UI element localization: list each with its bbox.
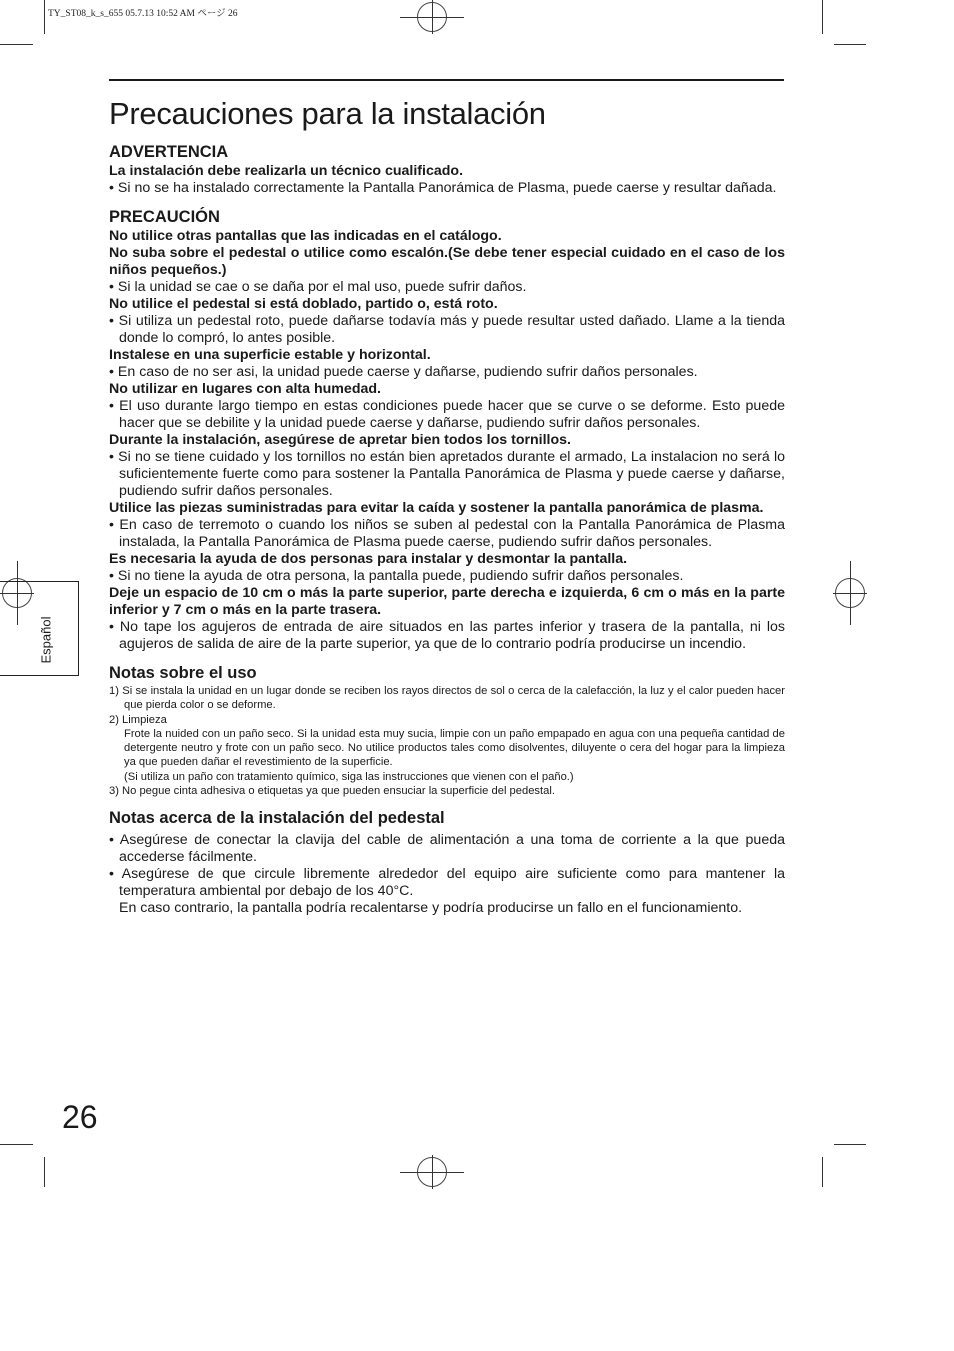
- registration-line: [432, 0, 433, 34]
- bullet-item: • Si no se tiene cuidado y los tornillos no están bien apretados durante el armado, La instalacion no será lo suficientemente fuerte como para sostener la Pantalla Panorámica de Plasma y puede caerse y dañarse, pudiendo sufrir daños personales.: [109, 449, 785, 499]
- crop-mark: [834, 1144, 866, 1145]
- bold-statement: No utilice el pedestal si está doblado, partido o, está roto.: [109, 296, 498, 312]
- bullet-item: • No tape los agujeros de entrada de aire situados en las partes inferior y trasera de la pantalla, ni los agujeros de salida de aire de la parte superior, ya que de lo contrario podría producirse un incendio.: [109, 619, 785, 652]
- notas-pedestal-section: [109, 807, 785, 917]
- precaucion-section: [109, 206, 785, 653]
- bold-statement: La instalación debe realizarla un técnico cualificado.: [109, 163, 464, 179]
- language-tab-label: Español: [38, 616, 54, 664]
- precaucion-items: [109, 228, 785, 653]
- bullet-item: • En caso de terremoto o cuando los niños se suben al pedestal con la Pantalla Panorámica de Plasma instalada, la Pantalla Panorámica de Plasma puede caerse, pudiendo sufrir daños personales.: [109, 517, 785, 550]
- crop-mark: [44, 0, 45, 34]
- bold-statement: Deje un espacio de 10 cm o más la parte superior, parte derecha e izquierda, 6 cm o más en la parte inferior y 7 cm o más en la parte trasera.: [109, 585, 785, 618]
- indented-text: Frote la nuided con un paño seco. Si la unidad esta muy sucia, limpie con un paño empapado en agua con una pequeña cantidad de detergente neutro y frote con un paño seco. No utilice productos tales como disolventes, diluyente o cera del hogar para la limpieza ya que pueden dañar el revestimiento de la superficie.: [124, 727, 785, 769]
- bullet-item: • Asegúrese de que circule libremente alrededor del equipo aire suficiente como para mantener la temperatura ambiental por debajo de los 40°C.: [109, 866, 785, 900]
- page-title: Precauciones para la instalación: [109, 96, 546, 131]
- notas-pedestal-items: [109, 832, 785, 917]
- bullet-item: • Si la unidad se cae o se daña por el mal uso, puede sufrir daños.: [109, 279, 527, 295]
- bold-statement: Utilice las piezas suministradas para evitar la caída y sostener la pantalla panorámica de plasma.: [109, 500, 764, 516]
- bullet-item: • Si utiliza un pedestal roto, puede dañarse todavía más y puede resultar usted dañado. Llame a la tienda donde lo compró, lo antes posible.: [109, 313, 785, 346]
- crop-mark: [822, 0, 823, 34]
- numbered-item: 2) Limpieza: [109, 713, 167, 726]
- registration-line: [432, 1155, 433, 1189]
- bullet-item: • El uso durante largo tiempo en estas condiciones puede hacer que se curve o se deforme. Esto puede hacer que se debilite y la unidad puede caerse y dañarse, pudiendo sufrir daños personales.: [109, 398, 785, 431]
- page-number: 26: [62, 1099, 98, 1135]
- numbered-item: 3) No pegue cinta adhesiva o etiquetas ya que pueden ensuciar la superficie del pedestal.: [109, 785, 555, 798]
- notas-uso-section: [109, 662, 785, 798]
- continuation-text: En caso contrario, la pantalla podría recalentarse y podría producirse un fallo en el funcionamiento.: [119, 900, 743, 917]
- bullet-item: • Asegúrese de conectar la clavija del cable de alimentación a una toma de corriente a la que pueda accederse fácilmente.: [109, 832, 785, 866]
- indented-text: (Si utiliza un paño con tratamiento químico, siga las instrucciones que vienen con el paño.): [124, 770, 574, 783]
- crop-mark: [44, 1157, 45, 1187]
- print-file-info: TY_ST08_k_s_655 05.7.13 10:52 AM ページ 26: [48, 9, 238, 19]
- registration-line: [850, 561, 851, 625]
- notas-uso-items: [109, 684, 785, 798]
- crop-mark: [0, 1144, 33, 1145]
- advertencia-items: [109, 163, 785, 197]
- crop-mark: [0, 44, 33, 45]
- advertencia-heading: ADVERTENCIA: [109, 143, 229, 161]
- bold-statement: Durante la instalación, asegúrese de apretar bien todos los tornillos.: [109, 432, 572, 448]
- crop-mark: [822, 1157, 823, 1187]
- bold-statement: Es necesaria la ayuda de dos personas para instalar y desmontar la pantalla.: [109, 551, 628, 567]
- numbered-item: 1) Si se instala la unidad en un lugar donde se reciben los rayos directos de sol o cerca de la calefacción, la luz y el calor pueden hacer que pierda color o se deforme.: [109, 685, 785, 712]
- bullet-item: • Si no tiene la ayuda de otra persona, la pantalla puede, pudiendo sufrir daños personales.: [109, 568, 684, 584]
- bullet-item: • Si no se ha instalado correctamente la Pantalla Panorámica de Plasma, puede caerse y resultar dañada.: [109, 180, 777, 196]
- bold-statement: No suba sobre el pedestal o utilice como escalón.(Se debe tener especial cuidado en el caso de los niños pequeños.): [109, 245, 785, 278]
- bullet-item: • En caso de no ser asi, la unidad puede caerse y dañarse, pudiendo sufrir daños personales.: [109, 364, 698, 380]
- notas-uso-heading: Notas sobre el uso: [109, 664, 257, 682]
- precaucion-heading: PRECAUCIÓN: [109, 208, 220, 226]
- title-rule: [109, 79, 784, 81]
- main-content: [109, 141, 785, 917]
- notas-pedestal-heading: Notas acerca de la instalación del pedestal: [109, 809, 445, 828]
- advertencia-section: [109, 141, 785, 197]
- crop-mark: [834, 44, 866, 45]
- bold-statement: No utilice otras pantallas que las indicadas en el catálogo.: [109, 228, 502, 244]
- bold-statement: No utilizar en lugares con alta humedad.: [109, 381, 381, 397]
- bold-statement: Instalese en una superficie estable y horizontal.: [109, 347, 431, 363]
